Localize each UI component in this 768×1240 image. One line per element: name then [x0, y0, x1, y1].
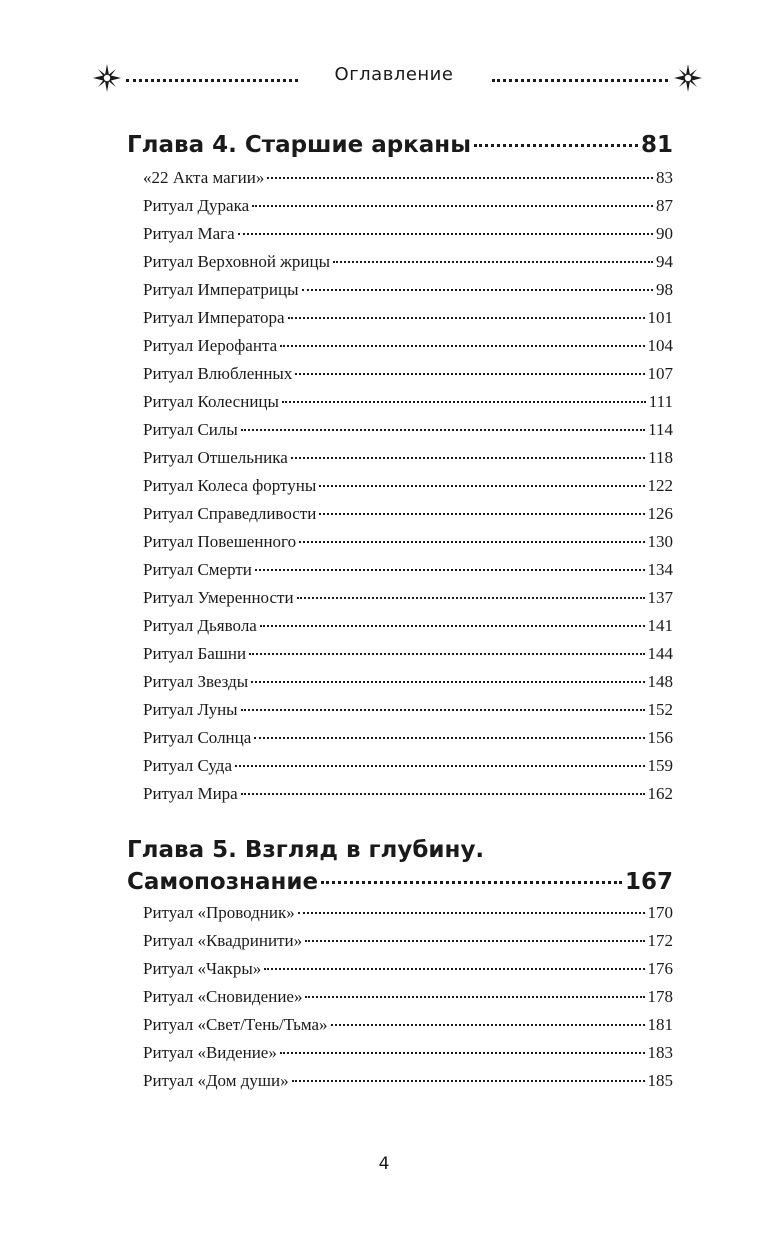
dot-leader — [299, 541, 644, 543]
entry-page-number: 126 — [647, 504, 673, 523]
dot-leader — [295, 373, 644, 375]
entry-title: Ритуал Императора — [143, 308, 285, 327]
dot-leader — [238, 233, 653, 235]
entry-title: Ритуал Иерофанта — [143, 336, 278, 355]
running-header — [0, 60, 768, 96]
entry-page-number: 172 — [647, 931, 673, 950]
dot-leader — [241, 709, 645, 711]
toc-entry[interactable] — [143, 448, 673, 472]
entry-page-number: 134 — [647, 560, 673, 579]
entry-title: Ритуал «Видение» — [143, 1043, 277, 1062]
entry-title: Ритуал «Квадринити» — [143, 931, 303, 950]
entry-page-number: 185 — [647, 1071, 673, 1090]
toc-entry[interactable] — [143, 987, 673, 1011]
dot-leader — [251, 681, 644, 683]
entry-title: Ритуал Дьявола — [143, 616, 257, 635]
entry-title: Ритуал Колесницы — [143, 392, 279, 411]
dot-leader — [298, 912, 645, 914]
toc-chapter-4[interactable] — [127, 132, 673, 158]
toc-entry[interactable] — [143, 168, 673, 192]
dot-leader — [241, 793, 645, 795]
entry-title: Ритуал «Дом души» — [143, 1071, 289, 1090]
entry-page-number: 83 — [656, 168, 673, 187]
dot-leader — [305, 940, 644, 942]
dot-leader — [474, 144, 638, 147]
dot-leader — [288, 317, 645, 319]
entry-page-number: 111 — [648, 392, 673, 411]
dot-leader — [297, 597, 645, 599]
toc-entry[interactable] — [143, 392, 673, 416]
entry-title: «22 Акта магии» — [143, 168, 265, 187]
entry-page-number: 176 — [647, 959, 673, 978]
entry-title: Ритуал «Чакры» — [143, 959, 262, 978]
entry-title: Ритуал Верховной жрицы — [143, 252, 331, 271]
entry-page-number: 144 — [647, 644, 673, 663]
toc-entry[interactable] — [143, 476, 673, 500]
entry-title: Ритуал «Сновидение» — [143, 987, 303, 1006]
toc-entry[interactable] — [143, 532, 673, 556]
toc-entry[interactable] — [143, 1071, 673, 1095]
entry-page-number: 94 — [656, 252, 673, 271]
dot-leader — [292, 1080, 645, 1082]
entry-page-number: 152 — [647, 700, 673, 719]
entry-page-number: 148 — [647, 672, 673, 691]
dot-leader — [280, 345, 644, 347]
entry-title: Ритуал «Свет/Тень/Тьма» — [143, 1015, 328, 1034]
toc-entry[interactable] — [143, 756, 673, 780]
dot-leader — [282, 401, 646, 403]
chapter-title: Глава 4. Старшие арканы — [127, 132, 472, 158]
dot-leader — [291, 457, 645, 459]
entry-title: Ритуал Луны — [143, 700, 238, 719]
dot-leader — [305, 996, 644, 998]
entry-page-number: 137 — [647, 588, 673, 607]
entry-title: Ритуал Колеса фортуны — [143, 476, 317, 495]
entry-title: Ритуал Башни — [143, 644, 247, 663]
toc-entry[interactable] — [143, 700, 673, 724]
dot-leader — [252, 205, 653, 207]
entry-title: Ритуал Умеренности — [143, 588, 294, 607]
entry-page-number: 130 — [647, 532, 673, 551]
toc-entry[interactable] — [143, 588, 673, 612]
entry-title: Ритуал Отшельника — [143, 448, 288, 467]
toc-entry[interactable] — [143, 903, 673, 927]
toc-chapter-5[interactable] — [127, 869, 673, 895]
entry-page-number: 159 — [647, 756, 673, 775]
header-title: Оглавление — [334, 64, 454, 85]
entry-page-number: 98 — [656, 280, 673, 299]
toc-entry[interactable] — [143, 336, 673, 360]
entry-title: Ритуал Солнца — [143, 728, 252, 747]
entry-title: Ритуал Смерти — [143, 560, 252, 579]
toc-entry[interactable] — [143, 308, 673, 332]
toc-entry[interactable] — [143, 644, 673, 668]
chapter-title-line: Глава 5. Взгляд в глубину. — [127, 837, 485, 863]
dot-leader — [254, 737, 644, 739]
toc-entry[interactable] — [143, 560, 673, 584]
toc-entry[interactable] — [143, 252, 673, 276]
chapter-title: Самопознание — [127, 869, 319, 895]
dot-leader — [280, 1052, 645, 1054]
toc-entry[interactable] — [143, 728, 673, 752]
dot-leader — [331, 1024, 645, 1026]
entry-page-number: 181 — [647, 1015, 673, 1034]
dot-leader — [264, 968, 644, 970]
toc-entry[interactable] — [143, 196, 673, 220]
toc-entry[interactable] — [143, 784, 673, 808]
entry-page-number: 107 — [647, 364, 673, 383]
chapter-page-number: 167 — [624, 869, 673, 895]
dot-leader — [319, 513, 644, 515]
entry-page-number: 141 — [647, 616, 673, 635]
entry-page-number: 90 — [656, 224, 673, 243]
entry-page-number: 122 — [647, 476, 673, 495]
toc-entry[interactable] — [143, 224, 673, 248]
toc-entry[interactable] — [143, 959, 673, 983]
toc-entry[interactable] — [143, 1015, 673, 1039]
dot-leader — [260, 625, 645, 627]
entry-page-number: 162 — [647, 784, 673, 803]
dot-leader — [267, 177, 653, 179]
entry-title: Ритуал Влюбленных — [143, 364, 293, 383]
dot-leader — [241, 429, 645, 431]
entry-page-number: 104 — [647, 336, 673, 355]
entry-page-number: 183 — [647, 1043, 673, 1062]
toc-entry[interactable] — [143, 672, 673, 696]
toc-entry[interactable] — [143, 931, 673, 955]
entry-title: Ритуал Дурака — [143, 196, 250, 215]
header-dotted-rule — [126, 79, 298, 82]
toc-entry[interactable] — [143, 280, 673, 304]
entry-page-number: 178 — [647, 987, 673, 1006]
toc-entry[interactable] — [143, 1043, 673, 1067]
dot-leader — [249, 653, 644, 655]
chapter-page-number: 81 — [640, 132, 673, 158]
entry-title: Ритуал Справедливости — [143, 504, 317, 523]
header-dotted-rule — [492, 79, 668, 82]
entry-title: Ритуал Суда — [143, 756, 233, 775]
entry-title: Ритуал Мира — [143, 784, 238, 803]
entry-page-number: 156 — [647, 728, 673, 747]
entry-page-number: 118 — [648, 448, 673, 467]
compass-star-icon — [93, 64, 121, 92]
compass-star-icon — [674, 64, 702, 92]
dot-leader — [302, 289, 654, 291]
dot-leader — [321, 881, 622, 884]
dot-leader — [333, 261, 653, 263]
toc-entry[interactable] — [143, 504, 673, 528]
entry-page-number: 87 — [656, 196, 673, 215]
entry-title: Ритуал Силы — [143, 420, 238, 439]
toc-entry[interactable] — [143, 364, 673, 388]
toc-entry[interactable] — [143, 420, 673, 444]
page-number: 4 — [378, 1154, 390, 1174]
entry-page-number: 114 — [648, 420, 673, 439]
entry-page-number: 170 — [647, 903, 673, 922]
entry-page-number: 101 — [647, 308, 673, 327]
entry-title: Ритуал Мага — [143, 224, 235, 243]
dot-leader — [319, 485, 644, 487]
entry-title: Ритуал Повешенного — [143, 532, 297, 551]
dot-leader — [235, 765, 644, 767]
entry-title: Ритуал Императрицы — [143, 280, 299, 299]
entry-title: Ритуал Звезды — [143, 672, 249, 691]
entry-title: Ритуал «Проводник» — [143, 903, 295, 922]
toc-entry[interactable] — [143, 616, 673, 640]
dot-leader — [255, 569, 645, 571]
